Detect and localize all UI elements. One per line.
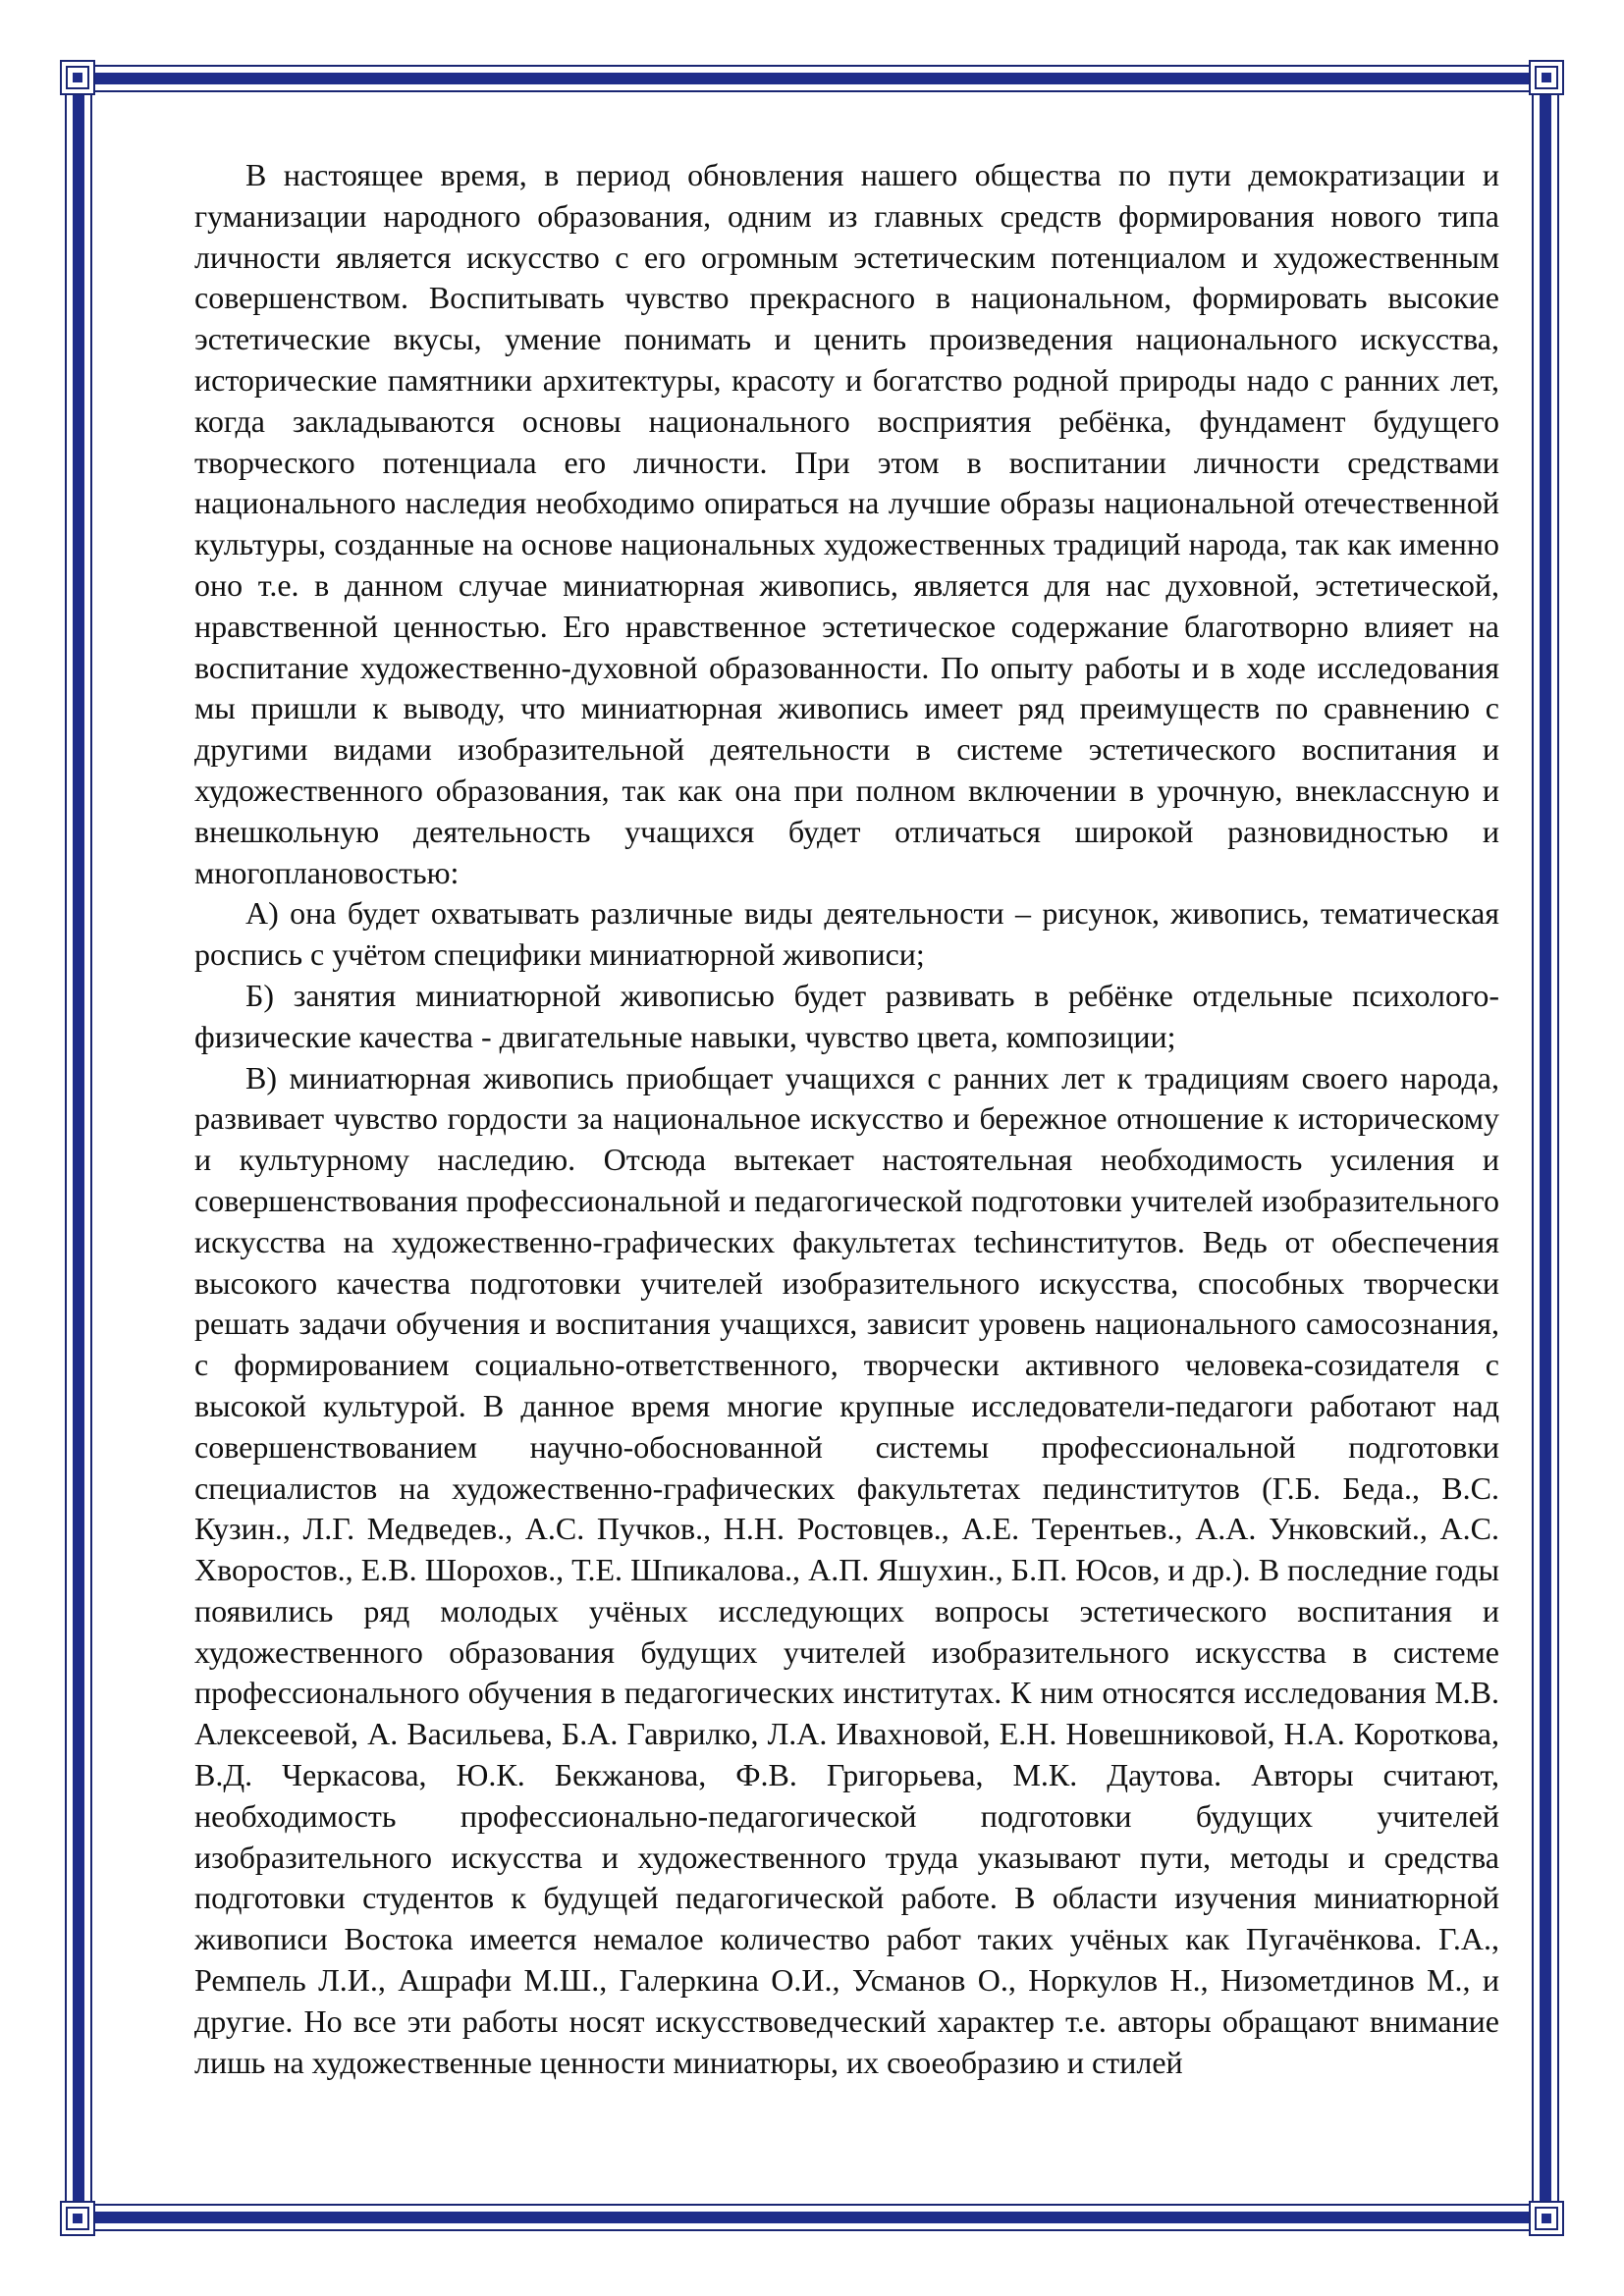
paragraph-list-item-b: Б) занятия миниатюрной живописью будет развивать в ребёнке отдельные психолого-физические качества - двигательные навыки, чувство цвета, композиции; bbox=[194, 977, 1499, 1054]
paragraph-intro: В настоящее время, в период обновления нашего общества по пути демократизации и гуманизации народного образования, одним из главных средств формирования нового типа личности является искусство с его огромным эстетическим потенциалом и художественным совершенством. Воспитывать чувство прекрасного в национальном, формировать высокие эстетические вкусы, умение понимать и ценить произведения национального искусства, исторические памятники архитектуры, красоту и богатство родной природы надо с ранних лет, когда закладываются основы национального восприятия ребёнка, фундамент будущего творческого потенциала его личности. При этом в воспитании личности средствами национального наследия необходимо опираться на лучшие образы национальной отечественной культуры, созданные на основе национальных художественных традиций народа, так как именно оно т.е. в данном случае миниатюрная живопись, является для нас духовной, эстетической, нравственной ценностью. Его нравственное эстетическое содержание благотворно влияет на воспитание художественно-духовной образованности. По опыту работы и в ходе исследования мы пришли к выводу, что миниатюрная живопись имеет ряд преимуществ по сравнению с другими видами изобразительной деятельности в системе эстетического воспитания и художественного образования, так как она при полном включении в урочную, внеклассную и внешкольную деятельность учащихся будет отличаться широкой разновидностью и многоплановостью: bbox=[194, 157, 1499, 890]
corner-ornament-icon bbox=[59, 59, 96, 96]
corner-ornament-icon bbox=[1528, 2200, 1565, 2237]
paragraph-list-item-a: А) она будет охватывать различные виды деятельности – рисунок, живопись, тематическая роспись с учётом специфики миниатюрной живописи; bbox=[194, 895, 1499, 973]
document-body bbox=[194, 155, 1499, 2083]
corner-ornament-icon bbox=[1528, 59, 1565, 96]
corner-ornament-icon bbox=[59, 2200, 96, 2237]
paragraph-list-item-c: В) миниатюрная живопись приобщает учащихся с ранних лет к традициям своего народа, развивает чувство гордости за национальное искусство и бережное отношение к историческому и культурному наследию. Отсюда вытекает настоятельная необходимость усиления и совершенствования профессиональной и педагогической подготовки учителей изобразительного искусства на художественно-графических факультетах techинститутов. Ведь от обеспечения высокого качества подготовки учителей изобразительного искусства, способных творчески решать задачи обучения и воспитания учащихся, зависит уровень национального самосознания, с формированием социально-ответственного, творчески активного человека-созидателя с высокой культурой. В данное время многие крупные исследователи-педагоги работают над совершенствованием научно-обоснованной системы профессиональной подготовки специалистов на художественно-графических факультетах пединститутов (Г.Б. Беда., В.С. Кузин., Л.Г. Медведев., А.С. Пучков., Н.Н. Ростовцев., А.Е. Терентьев., А.А. Унковский., А.С. Хворостов., Е.В. Шорохов., Т.Е. Шпикалова., А.П. Яшухин., Б.П. Юсов, и др.). В последние годы появились ряд молодых учёных исследующих вопросы эстетического воспитания и художественного образования будущих учителей изобразительного искусства в системе профессионального обучения в педагогических институтах. К ним относятся исследования М.В. Алексеевой, А. Васильева, Б.А. Гаврилко, Л.А. Ивахновой, Е.Н. Новешниковой, Н.А. Короткова, В.Д. Черкасова, Ю.К. Бекжанова, Ф.В. Григорьева, М.К. Даутова. Авторы считают, необходимость профессионально-педагогической подготовки будущих учителей изобразительного искусства и художественного труда указывают пути, методы и средства подготовки студентов к будущей педагогической работе. В области изучения миниатюрной живописи Востока имеется немалое количество работ таких учёных как Пугачёнкова. Г.А., Ремпель Л.И., Ашрафи М.Ш., Галеркина О.И., Усманов О., Норкулов Н., Низометдинов М., и другие. Но все эти работы носят искусствоведческий характер т.е. авторы обращают внимание лишь на художественные ценности миниатюры, их своеобразию и стилей bbox=[194, 1059, 1499, 2080]
